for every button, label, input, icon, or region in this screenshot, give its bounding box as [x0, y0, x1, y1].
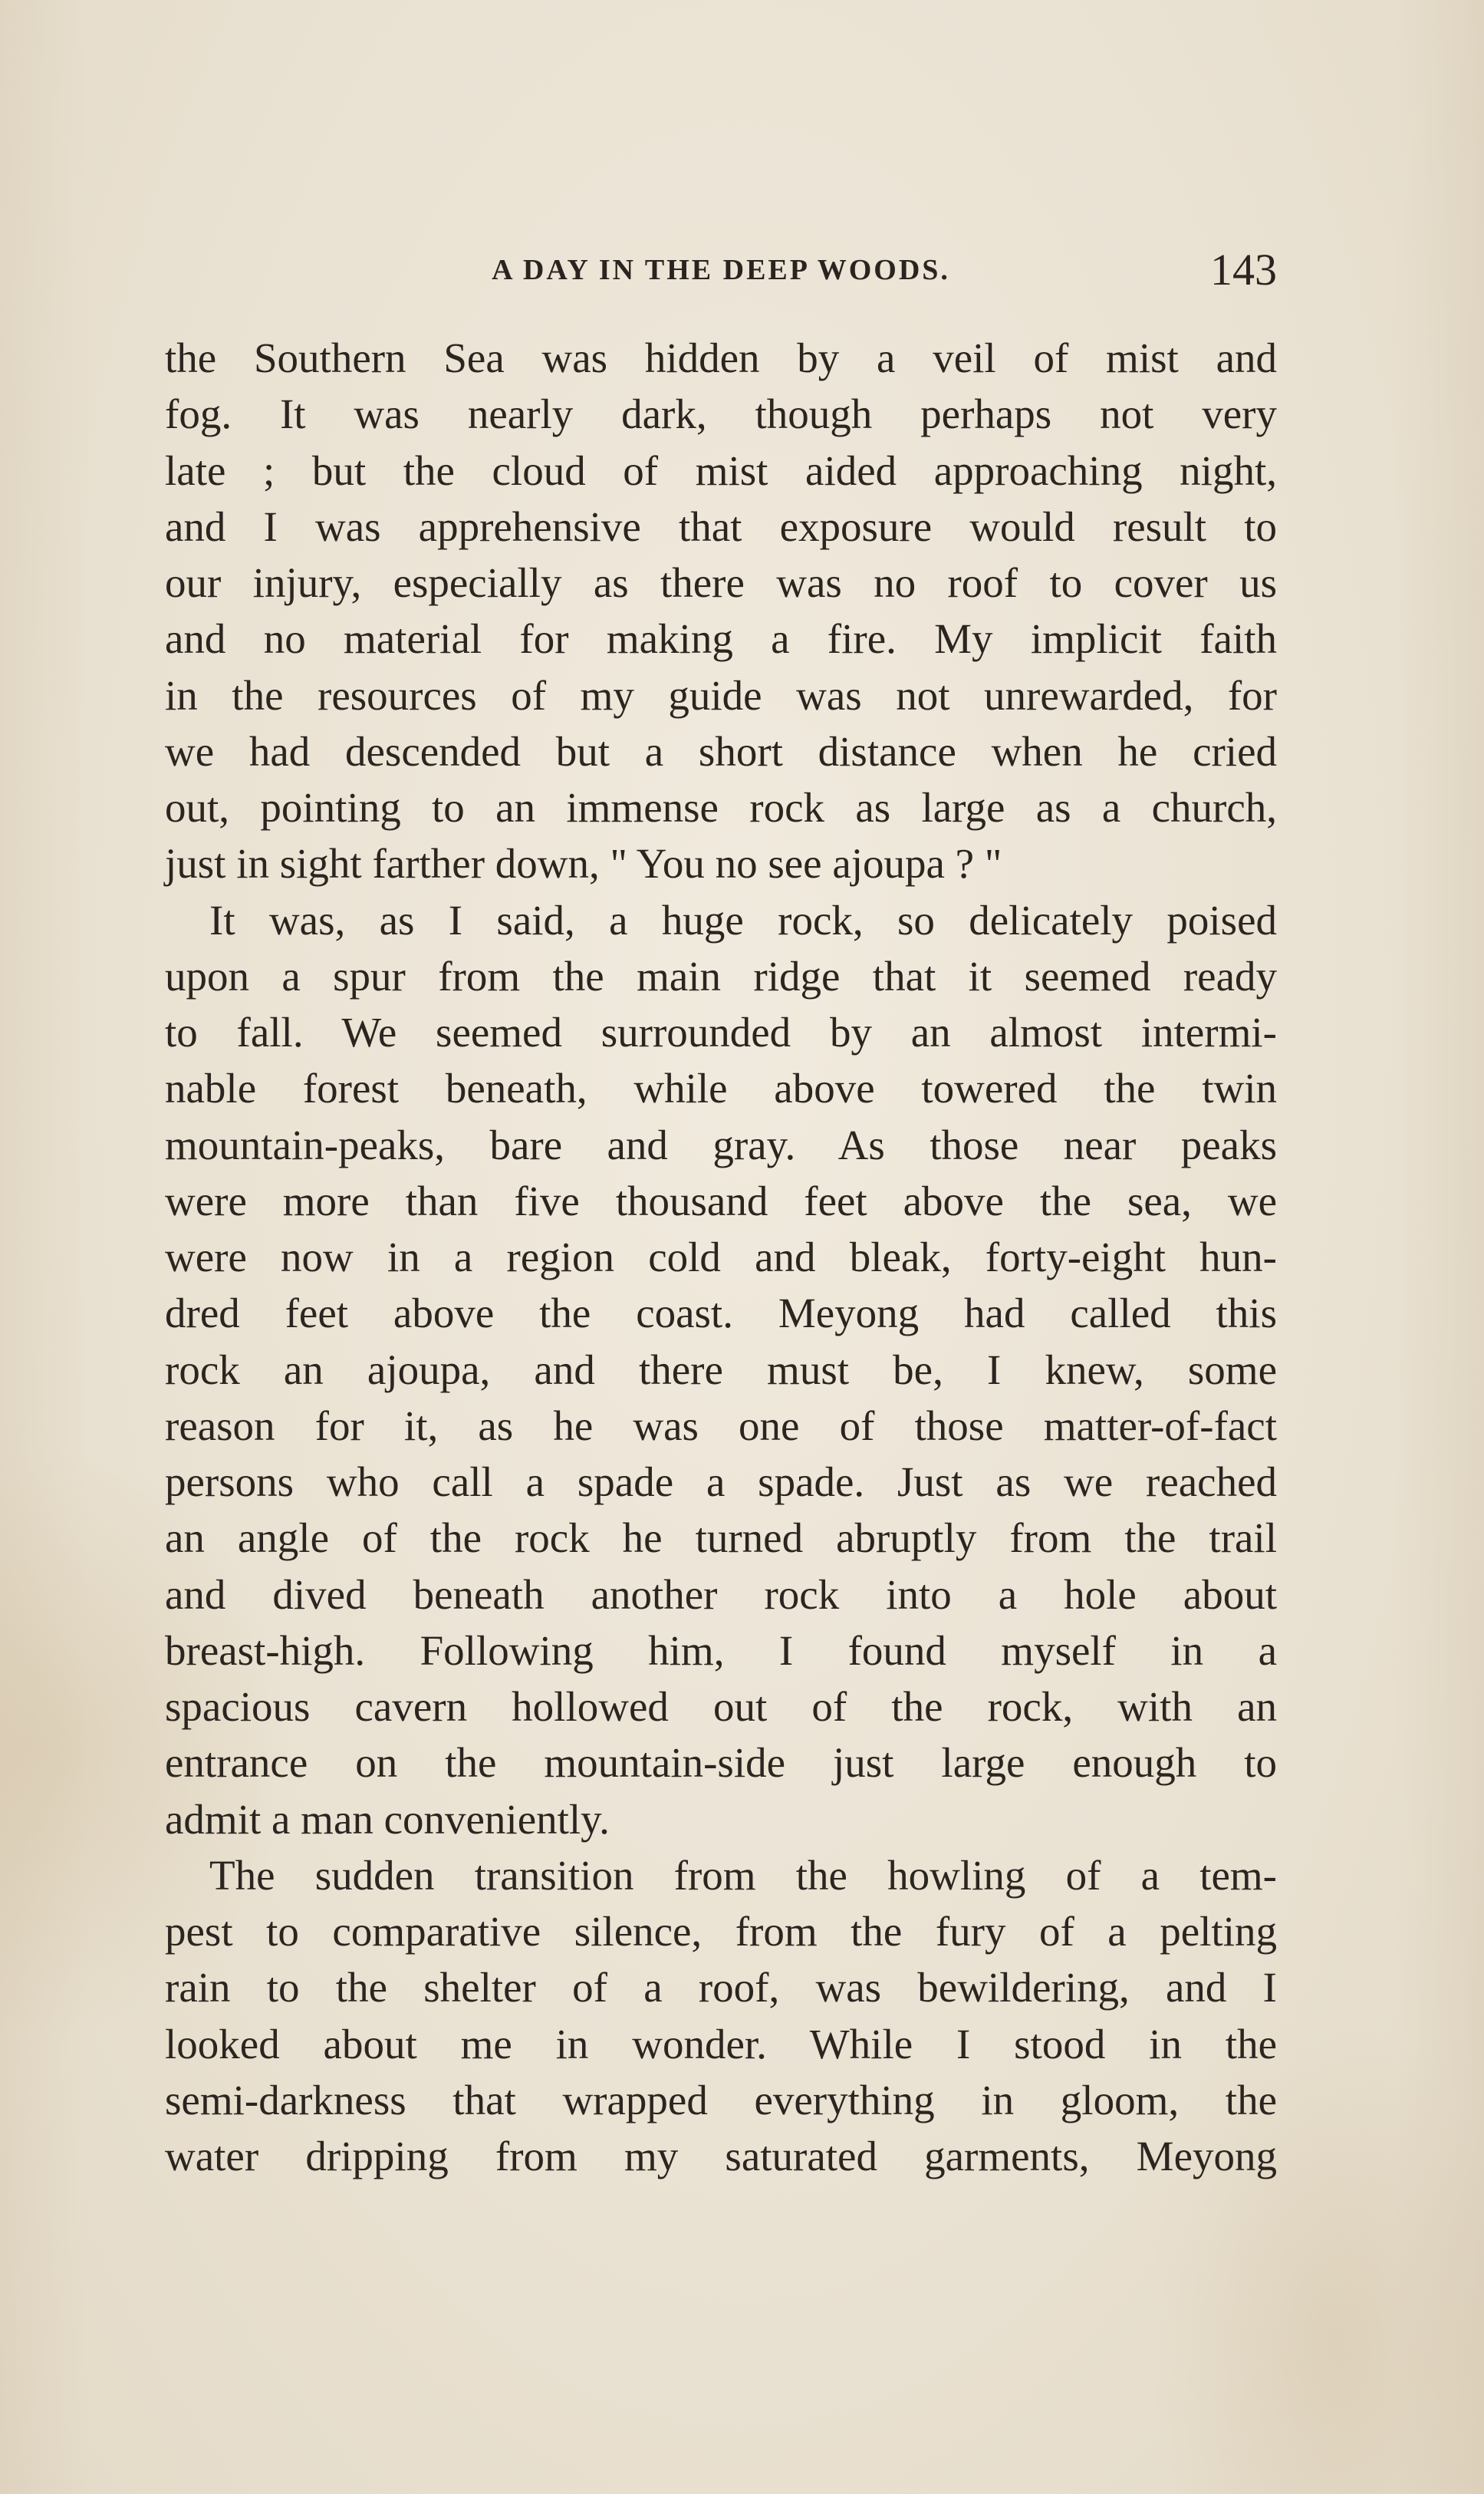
text-line: persons who call a spade a spade. Just as we reached [165, 1458, 1277, 1505]
text-line: upon a spur from the main ridge that it seemed ready [165, 952, 1277, 1000]
text-line: rain to the shelter of a roof, was bewildering, and I [165, 1964, 1277, 2011]
text-line: dred feet above the coast. Meyong had called this [165, 1290, 1277, 1337]
text-line: The sudden transition from the howling of a tem- [209, 1851, 1277, 1899]
text-line: mountain-peaks, bare and gray. As those near peaks [165, 1121, 1277, 1168]
running-title: A DAY IN THE DEEP WOODS. [492, 254, 950, 286]
text-line: just in sight farther down, " You no see ajoupa ? " [165, 840, 1002, 888]
text-line: reason for it, as he was one of those matter-of-fact [165, 1402, 1277, 1449]
text-line: It was, as I said, a huge rock, so delicately poised [209, 896, 1277, 944]
text-line: our injury, especially as there was no roof to cover us [165, 559, 1277, 606]
text-line: water dripping from my saturated garments, Meyong [165, 2133, 1277, 2179]
text-line: out, pointing to an immense rock as large as a church, [165, 784, 1277, 831]
text-line: fog. It was nearly dark, though perhaps not very [165, 390, 1277, 438]
text-line: in the resources of my guide was not unrewarded, for [165, 671, 1277, 719]
text-line: late ; but the cloud of mist aided approaching night, [165, 446, 1277, 494]
text-line: semi-darkness that wrapped everything in gloom, the [165, 2076, 1277, 2123]
text-line: breast-high. Following him, I found myself in a [165, 1626, 1277, 1674]
running-head [165, 244, 1277, 305]
text-line: entrance on the mountain-side just large enough to [165, 1739, 1277, 1787]
text-line: looked about me in wonder. While I stood in the [165, 2020, 1277, 2067]
text-line: pest to comparative silence, from the fury of a pelting [165, 1908, 1277, 1955]
text-line: nable forest beneath, while above towered the twin [165, 1065, 1277, 1112]
text-line: spacious cavern hollowed out of the rock, with an [165, 1683, 1277, 1730]
text-line: and dived beneath another rock into a hole about [165, 1570, 1277, 1618]
text-line: we had descended but a short distance when he cried [165, 727, 1277, 775]
text-line: were more than five thousand feet above the sea, we [165, 1177, 1277, 1224]
body-text [165, 330, 1277, 2184]
text-line: and I was apprehensive that exposure would result to [165, 502, 1277, 550]
text-line: admit a man conveniently. [165, 1795, 610, 1843]
page-number: 143 [1210, 245, 1277, 295]
text-line: to fall. We seemed surrounded by an almost intermi- [165, 1009, 1277, 1056]
text-line: rock an ajoupa, and there must be, I knew, some [165, 1346, 1277, 1393]
text-line: and no material for making a fire. My implicit faith [165, 615, 1277, 663]
text-line: the Southern Sea was hidden by a veil of mist and [165, 334, 1277, 381]
text-line: were now in a region cold and bleak, forty-eight hun- [165, 1234, 1277, 1280]
text-line: an angle of the rock he turned abruptly from the trail [165, 1514, 1277, 1562]
